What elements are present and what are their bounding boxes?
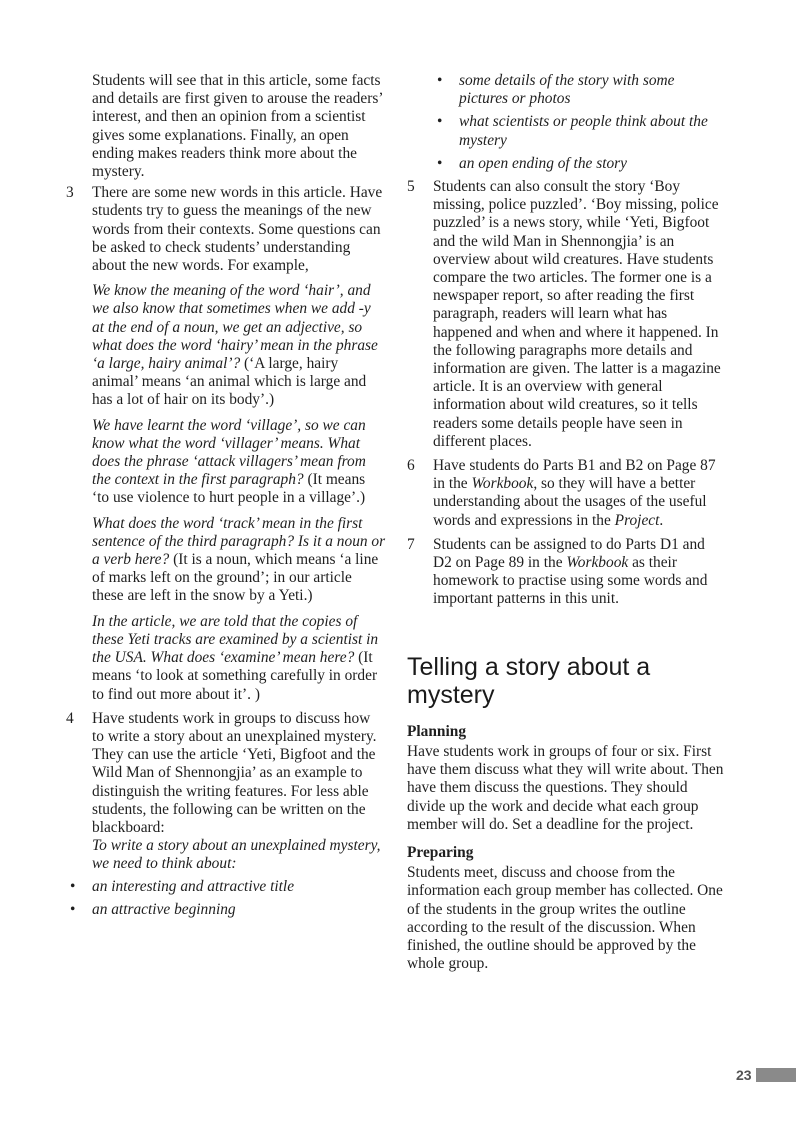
item-5-text: Students can also consult the story ‘Boy missing, police puzzled’. ‘Boy missing, police puzzled’ is a news story, while ‘Yeti, Bigfoot and the wild Man in Shennongjia’ is an overview about wild creatures. Have students compare the two articles. The former one is a newspaper report, so after reading the first paragraph, readers will learn what has happened and when and where it happened. In the following paragraphs more details and information are given. The latter is a magazine article. It is an overview with general information about wild creatures, so it tells readers some details people have seen in different places. (433, 178, 721, 450)
item-3 (66, 184, 386, 703)
example-answer: (It means ‘to look at something carefully in order to find out more about it’. ) (92, 649, 378, 703)
list-item-text: an open ending of the story (459, 154, 627, 172)
bullet-icon: • (70, 877, 76, 895)
preparing-paragraph: Students meet, discuss and choose from the information each group member has collected. One of the students in the group writes the outline according to the result of the discussion. When finished, the outline should be approved by the whole group. (407, 864, 723, 973)
example-answer: (It is a noun, which means ‘a line of marks left on the ground’; in our article these are left in the snow by a Yeti.) (92, 551, 379, 605)
example-question: We have learnt the word ‘village’, so we can know what the word ‘villager’ means. What does the phrase ‘attack villagers’ mean from the context in the first paragraph? (92, 416, 366, 489)
item-number: 5 (407, 178, 415, 196)
item-number: 3 (66, 184, 74, 202)
item-7-text (433, 536, 725, 609)
page-number: 23 (736, 1067, 752, 1083)
list-item (407, 72, 725, 108)
example-3 (92, 515, 386, 606)
item-6-text (433, 457, 725, 530)
list-item-text: some details of the story with some pictures or photos (459, 72, 675, 108)
text-segment: as their homework to practise using some words and important patterns in this unit. (433, 554, 708, 608)
list-item (407, 155, 725, 173)
item-7 (407, 536, 725, 609)
text-segment: Students can be assigned to do Parts D1 and D2 on Page 89 in the (433, 535, 705, 572)
item-6 (407, 457, 725, 530)
item-3-text: There are some new words in this article. Have students try to guess the meanings of the new words from their contexts. Some questions can be asked to check students’ understanding about the new words. For example, (92, 184, 383, 275)
list-item-text: an interesting and attractive title (92, 877, 295, 895)
item-number: 6 (407, 457, 415, 475)
example-2 (92, 417, 386, 508)
example-answer: (‘A large, hairy animal’ means ‘an animal which is large and has a lot of hair on its body’.) (92, 355, 367, 409)
bullet-icon: • (437, 113, 443, 131)
page-footer (736, 1066, 796, 1084)
item-number: 4 (66, 709, 74, 727)
example-4 (92, 613, 386, 704)
planning-paragraph: Have students work in groups of four or six. First have them discuss what they will write about. Then have them discuss the questions. They should divide up the work and decide what each group member will do. Set a deadline for the project. (407, 742, 724, 833)
right-column (407, 72, 725, 983)
example-answer: (It means ‘to use violence to hurt people in a village’.) (92, 471, 366, 507)
list-item-text: an attractive beginning (92, 900, 236, 918)
list-item (66, 901, 386, 919)
section-title: Telling a story about a mystery (407, 652, 651, 709)
item-5 (407, 178, 725, 451)
planning-heading: Planning (407, 722, 467, 740)
list-item (66, 878, 386, 896)
list-item (407, 113, 725, 149)
example-question: In the article, we are told that the copies of these Yeti tracks are examined by a scientist in the USA. What does ‘examine’ mean here? (92, 612, 379, 667)
preparing-heading: Preparing (407, 843, 474, 861)
bullet-icon: • (437, 72, 443, 89)
page-bar (756, 1068, 796, 1082)
example-question: We know the meaning of the word ‘hair’, and we also know that sometimes when we add -y at the end of a noun, we get an adjective, so what does the word ‘hairy’ mean in the phrase ‘a large, hairy animal’? (92, 282, 378, 373)
text-segment: Have students do Parts B1 and B2 on Page 87 in the (433, 457, 716, 493)
intro-paragraph: Students will see that in this article, some facts and details are first given to arouse the readers’ interest, and then an opinion from a scientist gives some explanations. Finally, an open ending makes readers think more about the mystery. (92, 72, 383, 181)
project-title: Project (614, 511, 660, 529)
item-4-text: Have students work in groups to discuss how to write a story about an unexplained mystery. They can use the article ‘Yeti, Bigfoot and the Wild Man of Shennongjia’ as an example to distinguish the writing features. For less able students, the following can be written on the blackboard: (92, 709, 377, 836)
workbook-title: Workbook (471, 475, 534, 493)
bullet-icon: • (437, 154, 443, 172)
bullet-icon: • (70, 900, 76, 918)
item-number: 7 (407, 535, 415, 553)
example-question: What does the word ‘track’ mean in the first sentence of the third paragraph? Is it a noun or a verb here? (92, 514, 386, 569)
example-1 (92, 282, 386, 409)
list-item-text: what scientists or people think about the mystery (459, 113, 708, 149)
text-segment: , so they will have a better understanding about the usages of the useful words and expressions in the (433, 475, 707, 529)
left-column (66, 72, 386, 924)
text-segment: . (659, 511, 664, 529)
workbook-title: Workbook (566, 554, 629, 572)
left-bullet-list (66, 878, 386, 919)
right-bullet-list (407, 72, 725, 173)
item-4 (66, 710, 386, 874)
item-4-lead: To write a story about an unexplained mystery, we need to think about: (92, 837, 381, 873)
